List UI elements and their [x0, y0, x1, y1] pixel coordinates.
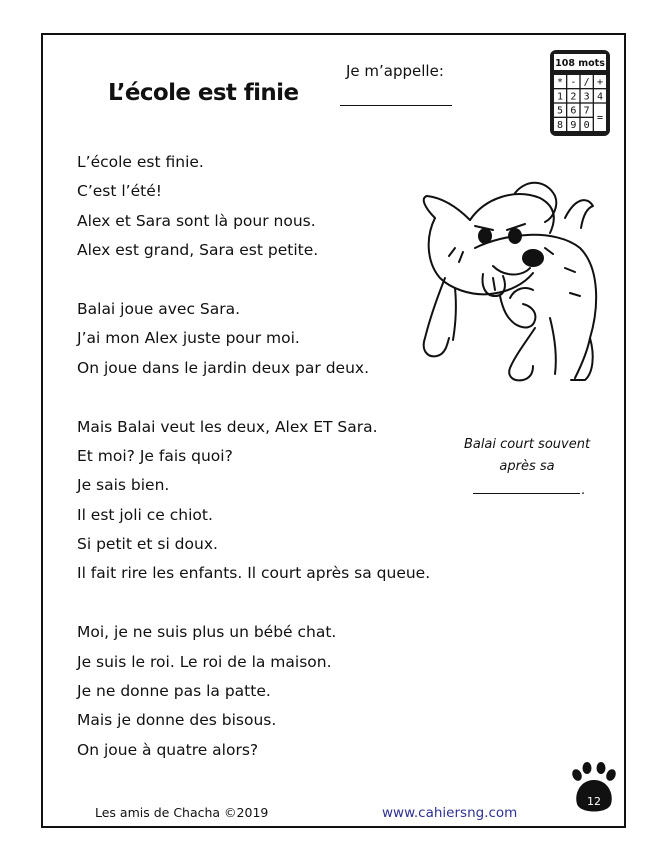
story-line: Je sais bien. — [77, 476, 170, 495]
calculator-key-label: 1 — [556, 91, 564, 103]
story-line: J’ai mon Alex juste pour moi. — [77, 329, 300, 348]
story-line: C’est l’été! — [77, 182, 162, 201]
page-title: L’école est finie — [108, 80, 299, 106]
story-line: L’école est finie. — [77, 153, 204, 171]
comprehension-question — [462, 434, 592, 478]
story-line: On joue dans le jardin deux par deux. — [77, 358, 369, 377]
question-answer-line[interactable] — [473, 493, 580, 494]
story-line: Je ne donne pas la patte. — [77, 682, 271, 701]
question-line-1: Balai court souvent — [463, 437, 591, 452]
calculator-key-label: + — [596, 77, 604, 88]
question-line-2: après sa — [499, 459, 555, 474]
footer-website-link[interactable]: www.cahiersng.com — [382, 805, 518, 821]
calculator-key-label: - — [570, 77, 577, 88]
story-line: Je suis le roi. Le roi de la maison. — [77, 652, 332, 671]
story-line: Si petit et si doux. — [77, 535, 218, 554]
name-label: Je m’appelle: — [346, 62, 444, 80]
calculator-key-label: 2 — [570, 91, 577, 103]
calculator-key-label: 3 — [583, 91, 590, 103]
calculator-icon — [549, 49, 611, 137]
calculator-key-label: * — [556, 77, 564, 88]
page-number: 12 — [587, 795, 601, 808]
calculator-key-label: 6 — [570, 105, 577, 117]
calculator-key-label: 5 — [556, 105, 564, 117]
story-line: Alex et Sara sont là pour nous. — [77, 211, 316, 230]
story-line: Balai joue avec Sara. — [77, 299, 241, 318]
calculator-key-label: 4 — [596, 91, 604, 103]
story-line: Alex est grand, Sara est petite. — [77, 241, 319, 260]
story-line: On joue à quatre alors? — [77, 740, 259, 759]
story-line: Mais Balai veut les deux, Alex ET Sara. — [77, 417, 378, 436]
story-line: Il est joli ce chiot. — [77, 505, 213, 524]
story-line: Moi, je ne suis plus un bébé chat. — [77, 623, 337, 642]
footer-series: Les amis de Chacha ©2019 — [95, 805, 269, 820]
calculator-key-label: 8 — [556, 119, 564, 131]
word-count-label: 108 mots — [555, 58, 605, 69]
paragraph-gap — [77, 589, 497, 618]
name-answer-line[interactable] — [340, 105, 452, 106]
question-end-period: . — [581, 483, 586, 498]
calculator-key-label: 7 — [583, 105, 590, 117]
story-line: Mais je donne des bisous. — [77, 711, 277, 730]
story-line: Et moi? Je fais quoi? — [77, 446, 233, 465]
paw-page-number — [570, 762, 618, 818]
calculator-key-label: / — [583, 77, 590, 88]
puppy-illustration — [415, 178, 605, 388]
calculator-key-label: 9 — [570, 119, 577, 131]
calculator-key-label: = — [596, 112, 604, 124]
story-line: Il fait rire les enfants. Il court après sa queue. — [77, 564, 431, 583]
calculator-key-label: 0 — [583, 119, 590, 131]
